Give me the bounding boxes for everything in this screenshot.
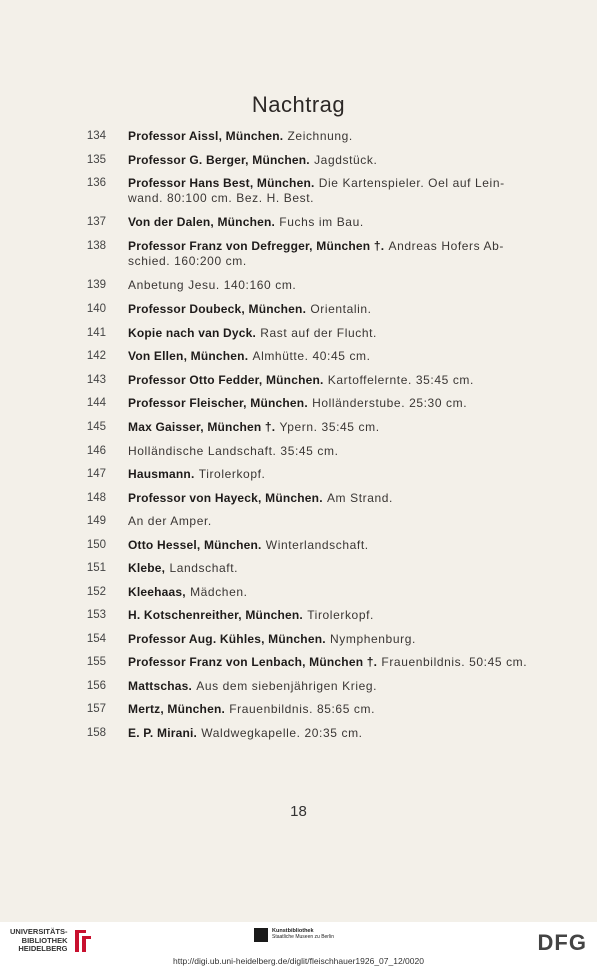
- entry-work: Fuchs im Bau.: [279, 215, 364, 229]
- entry-work: Jagdstück.: [314, 152, 378, 167]
- entry-number: 158: [86, 726, 106, 739]
- entry-number: 137: [86, 216, 106, 228]
- entry-artist: Professor Aissl, München.: [128, 129, 284, 143]
- catalog-entry: [80, 278, 550, 293]
- catalog-entry: [80, 176, 550, 206]
- entry-work: Almhütte. 40:45 cm.: [252, 349, 371, 363]
- entry-artist: Von der Dalen, München.: [128, 215, 276, 229]
- entry-artist: Otto Hessel, München.: [128, 537, 262, 552]
- entry-number: 140: [86, 303, 106, 315]
- university-library-name: UNIVERSITÄTS- BIBLIOTHEK HEIDELBERG: [10, 927, 68, 954]
- catalog-entry: [80, 561, 550, 576]
- entry-artist: Kopie nach van Dyck.: [128, 325, 257, 340]
- entry-number: 138: [86, 240, 106, 252]
- entry-artist: Kleehaas,: [128, 584, 186, 599]
- catalog-entry: [80, 514, 550, 529]
- entry-work: Aus dem siebenjährigen Krieg.: [196, 678, 378, 693]
- entry-number: 153: [86, 609, 106, 621]
- kunstbibliothek-logo: [254, 928, 334, 942]
- catalog-entry: [80, 491, 550, 506]
- catalog-entry: [80, 702, 550, 717]
- catalog-entry: [80, 302, 550, 317]
- university-emblem-icon: [72, 928, 94, 954]
- entry-work: Frauenbildnis. 50:45 cm.: [381, 655, 528, 669]
- catalog-entry: [80, 349, 550, 364]
- entry-work: Mädchen.: [190, 584, 248, 599]
- entry-number: 144: [86, 397, 106, 409]
- entry-work-continued: wand. 80:100 cm. Bez. H. Best.: [128, 191, 315, 205]
- dfg-logo: DFG: [537, 930, 587, 955]
- entry-work: Am Strand.: [326, 490, 393, 505]
- entry-artist: Mattschas.: [128, 678, 193, 693]
- catalog-entry: [80, 215, 550, 230]
- entry-artist: Professor Aug. Kühles, München.: [128, 631, 326, 646]
- entry-artist: Klebe,: [128, 561, 166, 575]
- entry-number: 134: [86, 130, 106, 142]
- entry-artist: Professor Otto Fedder, München.: [128, 372, 324, 387]
- entry-artist: E. P. Mirani.: [128, 725, 198, 740]
- entry-number: 150: [86, 538, 106, 551]
- entry-number: 155: [86, 656, 106, 668]
- entry-work: Holländische Landschaft. 35:45 cm.: [128, 443, 339, 458]
- entry-number: 143: [86, 373, 106, 386]
- catalog-entry: [80, 585, 550, 600]
- entry-artist: Professor Franz von Defregger, München †.: [128, 239, 385, 253]
- entry-work-continued: schied. 160:200 cm.: [128, 254, 247, 268]
- entry-number: 156: [86, 679, 106, 692]
- catalog-entry: [80, 679, 550, 694]
- catalog-entry: [80, 444, 550, 459]
- entry-artist: Professor Doubeck, München.: [128, 302, 307, 316]
- catalog-entry: [80, 467, 550, 482]
- catalog-entry: [80, 538, 550, 553]
- viewer-footer: [0, 922, 597, 967]
- entry-work: Zeichnung.: [287, 129, 353, 143]
- kunstbibliothek-name: Kunstbibliothek: [272, 928, 314, 934]
- entry-artist: Von Ellen, München.: [128, 349, 249, 363]
- entry-number: 145: [86, 421, 106, 433]
- entry-work: Tirolerkopf.: [307, 608, 374, 622]
- entry-work: Tirolerkopf.: [198, 467, 266, 481]
- entry-work: Ypern. 35:45 cm.: [279, 420, 380, 434]
- entry-artist: Max Gaisser, München †.: [128, 420, 276, 434]
- catalog-entry: [80, 153, 550, 168]
- entry-artist: Mertz, München.: [128, 702, 226, 716]
- entry-number: 136: [86, 177, 106, 189]
- entry-number: 149: [86, 515, 106, 527]
- entry-number: 147: [86, 468, 106, 480]
- entry-number: 141: [86, 326, 106, 339]
- kunstbibliothek-subtitle: Staatliche Museen zu Berlin: [272, 934, 334, 940]
- entry-number: 154: [86, 632, 106, 645]
- catalog-entry: [80, 608, 550, 623]
- entry-number: 146: [86, 444, 106, 457]
- entry-number: 142: [86, 350, 106, 362]
- entry-work: Winterlandschaft.: [265, 537, 369, 552]
- entry-number: 151: [86, 562, 106, 574]
- entry-work: Die Kartenspieler. Oel auf Lein-: [318, 176, 505, 190]
- entry-number: 135: [86, 153, 106, 166]
- entry-number: 148: [86, 491, 106, 504]
- entry-artist: Hausmann.: [128, 467, 195, 481]
- entry-work: Holländerstube. 25:30 cm.: [312, 396, 468, 410]
- entry-work: Kartoffelernte. 35:45 cm.: [327, 372, 474, 387]
- document-url-link[interactable]: http://digi.ub.uni-heidelberg.de/diglit/fleischhauer1926_07_12/0020: [173, 956, 424, 966]
- entry-artist: Professor von Hayeck, München.: [128, 490, 323, 505]
- entry-work: Anbetung Jesu. 140:160 cm.: [128, 278, 297, 292]
- catalog-entry: [80, 655, 550, 670]
- page-title: Nachtrag: [251, 92, 346, 117]
- kunstbibliothek-mark-icon: [254, 928, 268, 942]
- entry-number: 139: [86, 279, 106, 291]
- entry-artist: Professor Hans Best, München.: [128, 176, 315, 190]
- entry-work: Orientalin.: [310, 302, 372, 316]
- catalog-entry: [80, 373, 550, 388]
- entry-artist: Professor G. Berger, München.: [128, 152, 310, 167]
- entry-number: 152: [86, 585, 106, 598]
- page-number: 18: [290, 803, 307, 820]
- catalog-entry: [80, 396, 550, 411]
- entry-work: Waldwegkapelle. 20:35 cm.: [201, 725, 363, 740]
- entry-artist: Professor Franz von Lenbach, München †.: [128, 655, 378, 669]
- entry-work: Nymphenburg.: [330, 631, 416, 646]
- entry-work: Rast auf der Flucht.: [260, 325, 377, 340]
- entry-artist: Professor Fleischer, München.: [128, 396, 308, 410]
- catalog-entry: [80, 239, 550, 269]
- university-library-logo: [10, 928, 94, 954]
- catalog-entry: [80, 420, 550, 435]
- entry-work: Landschaft.: [169, 561, 239, 575]
- catalog-entry: [80, 726, 550, 741]
- catalog-entry: [80, 326, 550, 341]
- entry-work: An der Amper.: [128, 514, 212, 528]
- catalog-entry: [80, 632, 550, 647]
- entry-artist: H. Kotschenreither, München.: [128, 608, 303, 622]
- entry-work: Andreas Hofers Ab-: [388, 239, 505, 253]
- entry-number: 157: [86, 703, 106, 715]
- entry-work: Frauenbildnis. 85:65 cm.: [229, 702, 376, 716]
- catalog-entry: [80, 129, 550, 144]
